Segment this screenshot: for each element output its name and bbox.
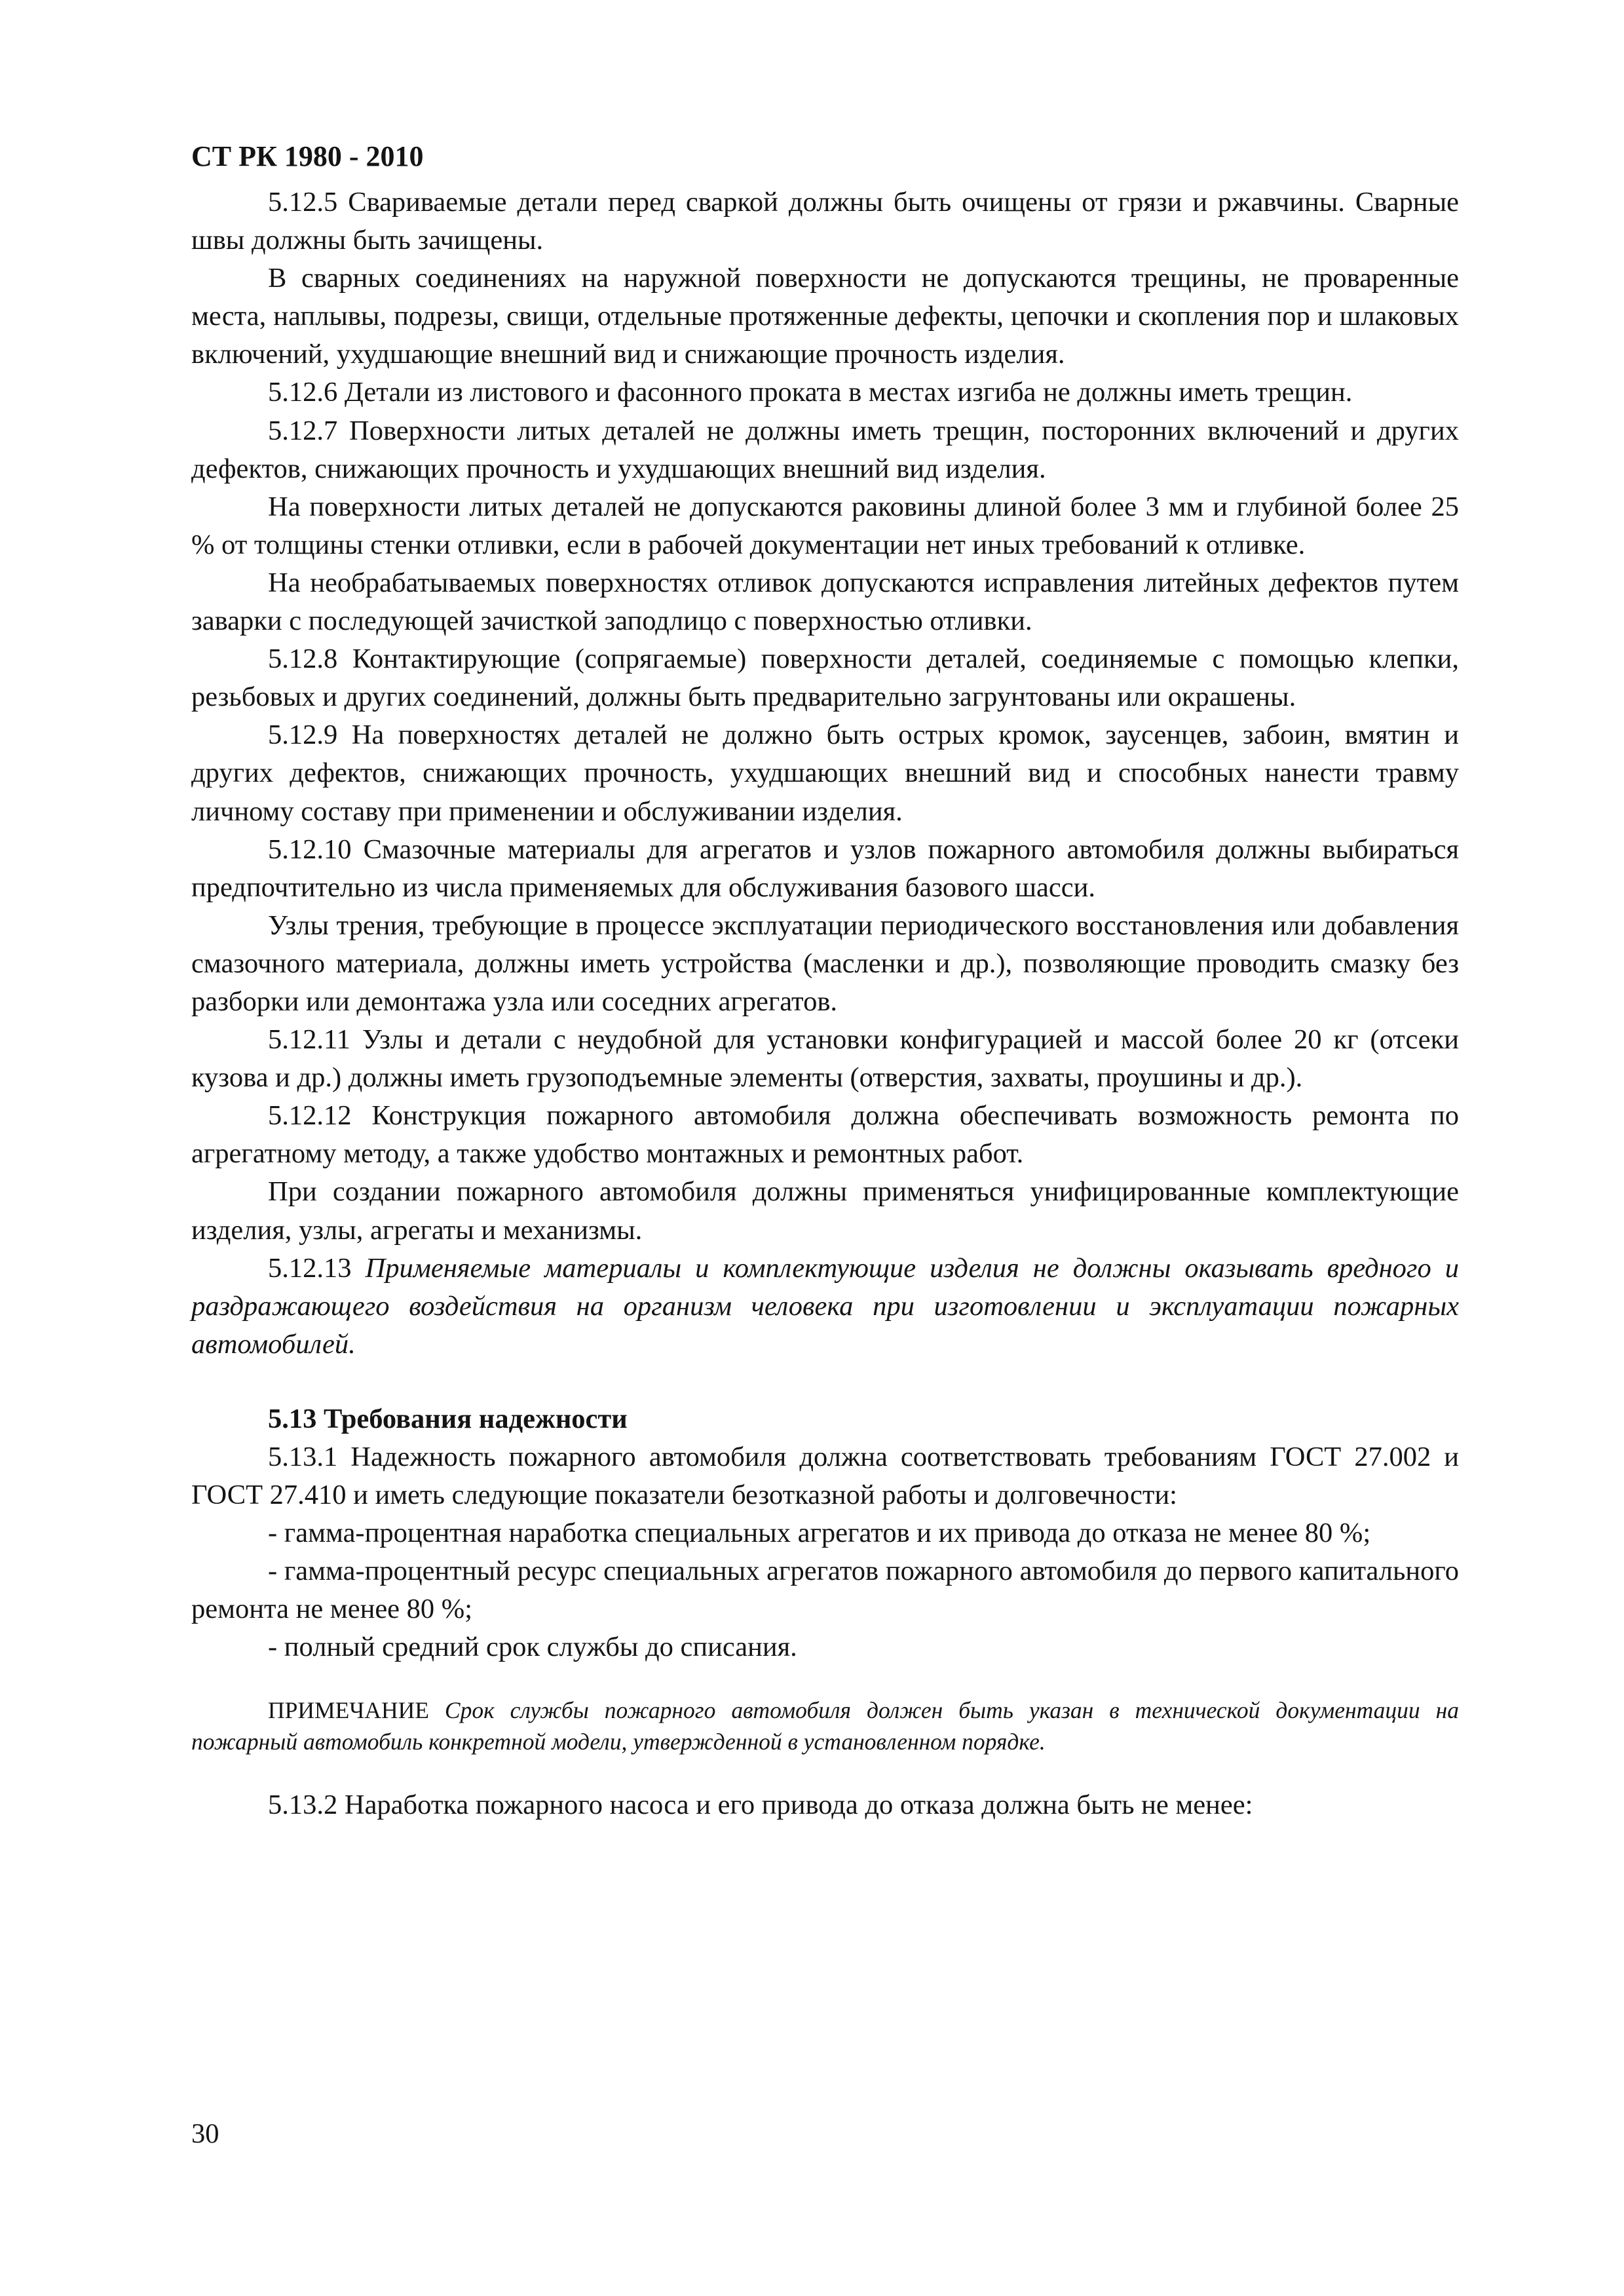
paragraph-5-12-12: 5.12.12 Конструкция пожарного автомобиля должна обеспечивать возможность ремонта по агрегатному методу, а также удобство монтажных и ремонтных работ.: [191, 1100, 1459, 1170]
paragraph-5-12-10: 5.12.10 Смазочные материалы для агрегатов и узлов пожарного автомобиля должны выбираться предпочтительно из числа применяемых для обслуживания базового шасси.: [191, 833, 1459, 903]
paragraph-5-12-11: 5.12.11 Узлы и детали с неудобной для установки конфигурацией и массой более 20 кг (отсеки кузова и др.) должны иметь грузоподъемные элементы (отверстия, захваты, проушины и др.).: [191, 1024, 1459, 1094]
section-title-5-13: 5.13 Требования надежности: [268, 1403, 628, 1434]
paragraph-unified-components: При создании пожарного автомобиля должны применяться унифицированные комплектующие изделия, узлы, агрегаты и механизмы.: [191, 1176, 1459, 1246]
clause-italic-text: Применяемые материалы и комплектующие изделия не должны оказывать вредного и раздражающего воздействия на организм человека при изготовлении и эксплуатации пожарных автомобилей.: [191, 1252, 1460, 1360]
paragraph-5-12-13: [191, 1250, 1459, 1364]
paragraph-welded-joints: В сварных соединениях на наружной поверхности не допускаются трещины, не проваренные места, наплывы, подрезы, свищи, отдельные протяженные дефекты, цепочки и скопления пор и шлаковых включений, ухудшающие внешний вид и снижающие прочность изделия.: [191, 263, 1459, 370]
paragraph-friction-units: Узлы трения, требующие в процессе эксплуатации периодического восстановления или добавления смазочного материала, должны иметь устройства (масленки и др.), позволяющие проводить смазку без разборки или демонтажа узла или соседних агрегатов.: [191, 909, 1459, 1017]
clause-number: 5.12.13: [268, 1252, 352, 1284]
list-item: - полный средний срок службы до списания.: [268, 1632, 797, 1663]
page-number: 30: [191, 2118, 219, 2149]
paragraph-casting-repair: На необрабатываемых поверхностях отливок допускаются исправления литейных дефектов путем заварки с последующей зачисткой заподлицо с поверхностью отливки.: [191, 567, 1459, 637]
paragraph-5-12-5: 5.12.5 Свариваемые детали перед сваркой должны быть очищены от грязи и ржавчины. Сварные швы должны быть зачищены.: [191, 187, 1459, 256]
note: [191, 1694, 1459, 1757]
paragraph-5-13-2: 5.13.2 Наработка пожарного насоса и его привода до отказа должна быть не менее:: [268, 1789, 1253, 1820]
paragraph-cast-cavities: На поверхности литых деталей не допускаются раковины длиной более 3 мм и глубиной более 25 % от толщины стенки отливки, если в рабочей документации нет иных требований к отливке.: [191, 491, 1459, 560]
document-page: [191, 138, 1459, 1824]
paragraph-5-12-6: 5.12.6 Детали из листового и фасонного проката в местах изгиба не должны иметь трещин.: [268, 377, 1353, 408]
paragraph-5-12-7: 5.12.7 Поверхности литых деталей не должны иметь трещин, посторонних включений и других дефектов, снижающих прочность и ухудшающих внешний вид изделия.: [191, 415, 1459, 484]
note-text: Срок службы пожарного автомобиля должен быть указан в технической документации на пожарный автомобиль конкретной модели, утвержденной в установленном порядке.: [191, 1696, 1459, 1755]
document-header: СТ РК 1980 - 2010: [191, 140, 424, 172]
paragraph-5-12-9: 5.12.9 На поверхностях деталей не должно быть острых кромок, заусенцев, забоин, вмятин и других дефектов, снижающих прочность, ухудшающих внешний вид и способных нанести травму личному составу при применении и обслуживании изделия.: [191, 719, 1459, 827]
note-label: ПРИМЕЧАНИЕ: [268, 1696, 429, 1723]
list-item: - гамма-процентный ресурс специальных агрегатов пожарного автомобиля до первого капитального ремонта не менее 80 %;: [191, 1556, 1459, 1625]
paragraph-5-12-8: 5.12.8 Контактирующие (сопрягаемые) поверхности деталей, соединяемые с помощью клепки, резьбовых и других соединений, должны быть предварительно загрунтованы или окрашены.: [191, 643, 1459, 713]
paragraph-5-13-1: 5.13.1 Надежность пожарного автомобиля должна соответствовать требованиям ГОСТ 27.002 и ГОСТ 27.410 и иметь следующие показатели безотказной работы и долговечности:: [191, 1442, 1459, 1511]
list-item: - гамма-процентная наработка специальных агрегатов и их привода до отказа не менее 80 %;: [268, 1518, 1371, 1549]
